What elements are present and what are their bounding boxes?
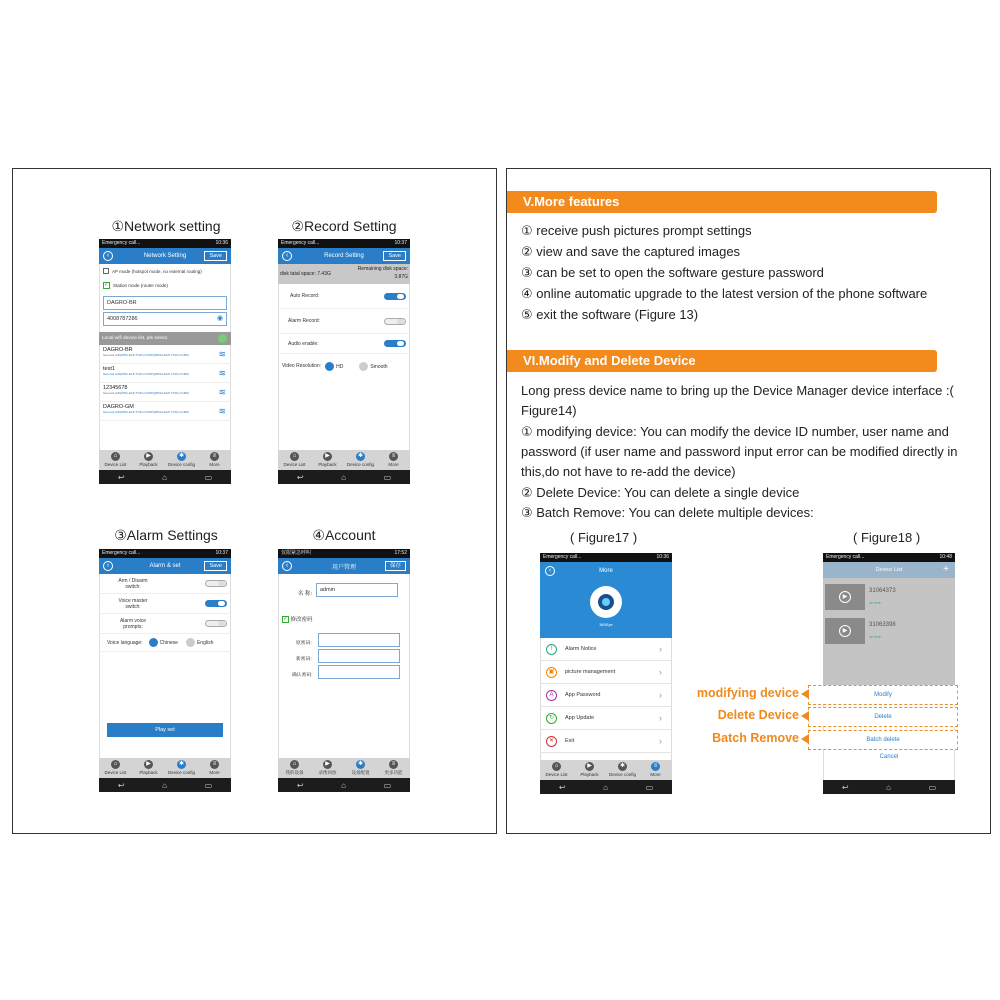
menu-item-app-update[interactable]: ↻ App Update › [540, 707, 672, 730]
wifi-item[interactable]: DAGRO-GM Secured with[WPA-EAP-TKIP+CCMP][WPA2-EAP-TKIP+CCMP] ≋ [99, 402, 231, 421]
right-panel [506, 168, 991, 834]
tab-device-config[interactable]: ✱ 设备配置 [351, 761, 370, 775]
status-bar: 仅限紧急呼叫 17:52 [278, 549, 410, 558]
figure17-phone [540, 553, 672, 794]
status-bar: Emergency call... 10:48 [823, 553, 955, 562]
feature-item: ⑤ exit the software (Figure 13) [521, 307, 699, 322]
play-icon: ▶ [839, 591, 851, 603]
android-nav-bar [99, 470, 231, 484]
video-resolution-row: Video Resolution: HD Smooth [282, 363, 388, 370]
back-nav-icon[interactable]: ↩ [558, 782, 566, 792]
tab-more[interactable]: ≡ More [388, 453, 399, 467]
wifi-icon: ≋ [218, 349, 226, 359]
wifi-item[interactable]: 12345678 Secured with[WPA-EAP-TKIP+CCMP][WPA2-EAP-TKIP+CCMP] ≋ [99, 383, 231, 402]
add-icon[interactable]: + [943, 564, 949, 575]
android-nav-bar [99, 778, 231, 792]
recents-nav-icon[interactable]: ▭ [383, 472, 392, 482]
feature-item: ① receive push pictures prompt settings [521, 223, 752, 238]
tab-device-list[interactable]: ⌂ Device List [104, 761, 127, 775]
tab-device-list[interactable]: ⌂ Device List [104, 453, 127, 467]
back-icon[interactable]: ‹ [103, 561, 113, 571]
password-input[interactable]: 4008787286 ◉ [103, 312, 227, 326]
record-setting-title: ②Record Setting [291, 218, 397, 234]
android-nav-bar [540, 780, 672, 794]
hd-radio[interactable]: HD [325, 362, 343, 371]
tab-device-config[interactable]: ✱ Device config [167, 761, 195, 775]
back-nav-icon[interactable]: ↩ [117, 780, 125, 790]
exit-icon: ✕ [546, 736, 557, 747]
menu-icon: ≡ [210, 760, 219, 769]
device-list-dimmed [823, 562, 955, 690]
app-bar: ‹ Record Setting Save [278, 248, 410, 264]
section-modify-delete-header: VI.Modify and Delete Device [507, 350, 937, 372]
gear-icon: ✱ [357, 453, 364, 459]
eye-icon[interactable]: ◉ [216, 315, 223, 322]
chevron-right-icon: › [659, 736, 662, 746]
alarm-record-toggle[interactable] [384, 318, 406, 325]
tab-playback[interactable]: ▶ 录像回放 [318, 761, 337, 775]
app-bar: ‹ 用户管理 保存 [278, 558, 410, 574]
modify-password-checkbox[interactable]: ✓ 修改密码 [283, 616, 313, 623]
tab-bar [99, 758, 231, 778]
wifi-list-header: Local wifi device list, pls select. [99, 332, 231, 345]
feature-item: ④ online automatic upgrade to the latest version of the phone software [521, 286, 928, 301]
device-id: 31064373 [869, 588, 896, 594]
network-setting-phone [99, 239, 231, 484]
voice-master-row: Voice master switch: [99, 594, 231, 614]
figure18-label: ( Figure18 ) [853, 530, 921, 545]
back-nav-icon[interactable]: ↩ [841, 782, 849, 792]
tab-device-list[interactable]: ⌂ Device List [545, 763, 568, 777]
batch-delete-button[interactable]: Batch delete [808, 730, 958, 750]
home-nav-icon[interactable]: ⌂ [162, 472, 167, 482]
station-mode-checkbox[interactable]: ✓ [104, 281, 110, 288]
figure17-label: ( Figure17 ) [570, 530, 638, 545]
menu-icon: ≡ [389, 760, 398, 769]
back-icon[interactable]: ‹ [545, 566, 555, 576]
device-status: on line [869, 600, 881, 605]
disk-space-bar: disk tatal space: 7.43G Remaining disk space: 3.87G [278, 264, 410, 284]
home-nav-icon[interactable]: ⌂ [603, 782, 608, 792]
batch-remove-callout: Batch Remove [679, 731, 809, 745]
tab-device-list[interactable]: ⌂ Device List [283, 453, 306, 467]
cancel-button[interactable]: Cancel [879, 754, 899, 760]
wifi-item[interactable]: DAGRO-BR Secured with[WPA-EAP-TKIP+CCMP][WPA2-EAP-TKIP+CCMP] ≋ [99, 345, 231, 364]
record-setting-phone [278, 239, 410, 484]
left-panel [12, 168, 497, 834]
wifi-icon: ≋ [218, 406, 226, 416]
device-thumbnail[interactable] [825, 618, 865, 644]
delete-button[interactable]: Delete [808, 707, 958, 727]
voice-language-row: Voice language: Chinese English [99, 634, 231, 652]
tab-device-config[interactable]: ✱ Device config [608, 763, 636, 777]
back-nav-icon[interactable]: ↩ [296, 780, 304, 790]
alarm-settings-title: ③Alarm Settings [114, 527, 218, 543]
tab-bar [278, 758, 410, 778]
menu-item-exit[interactable]: ✕ Exit › [540, 730, 672, 753]
delete-paragraph: ② Delete Device: You can delete a single device [521, 485, 800, 500]
delete-device-callout: Delete Device [679, 708, 809, 722]
home-icon: ⌂ [290, 452, 299, 461]
voice-master-toggle[interactable] [205, 600, 227, 607]
tab-more[interactable]: ≡ More [209, 761, 220, 775]
ap-mode-row[interactable]: AP mode (hotspot mode, no external routing) [99, 264, 231, 278]
tab-more[interactable]: ≡ 更多功能 [384, 761, 403, 775]
more-header: ‹ More 360Eye [540, 562, 672, 638]
name-label: 名 称: [298, 591, 313, 597]
audio-enable-row: Audio enable: [278, 334, 410, 354]
intro-paragraph: Long press device name to bring up the Device Manager device interface :( Figure14) [521, 383, 954, 418]
chevron-right-icon: › [659, 644, 662, 654]
app-bar [99, 248, 231, 264]
camera-logo-icon [590, 586, 622, 618]
alarm-icon: ! [546, 644, 557, 655]
refresh-icon[interactable] [218, 334, 227, 343]
figure18-phone [823, 553, 955, 794]
tab-playback[interactable]: ▶ Playback [318, 453, 337, 467]
menu-item-alarm-notice[interactable]: ! Alarm Notice › [540, 638, 672, 661]
tab-playback[interactable]: ▶ Playback [139, 453, 158, 467]
tab-device-config[interactable]: ✱ Device config [346, 453, 374, 467]
device-id: 31063398 [869, 622, 896, 628]
back-nav-icon[interactable]: ↩ [117, 472, 125, 482]
alarm-record-row: Alarm Record: [278, 309, 410, 334]
tab-device-config[interactable]: ✱ Device config [167, 453, 195, 467]
device-status: on line [869, 634, 881, 639]
home-icon: ⌂ [552, 762, 561, 771]
modify-device-callout: modifying device [679, 686, 809, 700]
gear-icon: ✱ [619, 763, 626, 769]
android-nav-bar [823, 780, 955, 794]
english-radio[interactable]: English [186, 638, 213, 647]
tab-more[interactable]: ≡ More [650, 763, 661, 777]
app-bar: Device List + [823, 562, 955, 578]
gear-icon: ✱ [178, 761, 185, 767]
home-nav-icon[interactable]: ⌂ [341, 472, 346, 482]
recents-nav-icon[interactable]: ▭ [928, 782, 937, 792]
wifi-icon: ≋ [218, 368, 226, 378]
gear-icon: ✱ [178, 453, 185, 459]
android-nav-bar [278, 778, 410, 792]
menu-item-app-password[interactable]: A App Password › [540, 684, 672, 707]
auto-record-row: Auto Record: [278, 284, 410, 309]
tab-more[interactable]: ≡ More [209, 453, 220, 467]
app-bar-title: Network Setting [143, 253, 187, 259]
ssid-input[interactable]: DAGRO-BR [103, 296, 227, 310]
check-icon: ✓ [283, 616, 289, 623]
lock-icon: A [546, 690, 557, 701]
status-bar: Emergency call... 10:36 [99, 239, 231, 248]
auto-record-toggle[interactable] [384, 293, 406, 300]
menu-icon: ≡ [651, 762, 660, 771]
arm-disarm-toggle[interactable] [205, 580, 227, 587]
confirm-password-input[interactable] [318, 665, 400, 679]
tab-bar [99, 450, 231, 470]
device-thumbnail[interactable] [825, 584, 865, 610]
recents-nav-icon[interactable]: ▭ [383, 780, 392, 790]
update-icon: ↻ [546, 713, 557, 724]
playback-icon: ▶ [144, 760, 153, 769]
home-icon: ⌂ [290, 760, 299, 769]
save-button[interactable]: Save [204, 561, 227, 571]
home-nav-icon[interactable]: ⌂ [341, 780, 346, 790]
alarm-settings-phone [99, 549, 231, 792]
gear-icon: ✱ [357, 761, 364, 767]
menu-icon: ≡ [389, 452, 398, 461]
playback-icon: ▶ [323, 760, 332, 769]
alarm-voice-row: Alarm voice prompts: [99, 614, 231, 634]
save-button[interactable]: Save [383, 251, 406, 261]
old-password-input[interactable] [318, 633, 400, 647]
arm-disarm-row: Arm / Disarm switch: [99, 574, 231, 594]
home-icon: ⌂ [111, 760, 120, 769]
chevron-right-icon: › [659, 667, 662, 677]
playback-icon: ▶ [585, 762, 594, 771]
app-bar: ‹ Alarm & set Save [99, 558, 231, 574]
status-bar: Emergency call... 10:37 [99, 549, 231, 558]
back-icon[interactable]: ‹ [282, 251, 292, 261]
playback-icon: ▶ [144, 452, 153, 461]
recents-nav-icon[interactable]: ▭ [204, 472, 213, 482]
recents-nav-icon[interactable]: ▭ [645, 782, 654, 792]
picture-icon: ▣ [546, 667, 557, 678]
section-more-features-header: V.More features [507, 191, 937, 213]
chevron-right-icon: › [659, 713, 662, 723]
home-nav-icon[interactable]: ⌂ [162, 780, 167, 790]
save-button[interactable]: 保存 [385, 561, 406, 571]
back-icon[interactable]: ‹ [282, 561, 292, 571]
batch-paragraph: ③ Batch Remove: You can delete multiple devices: [521, 505, 814, 520]
tab-playback[interactable]: ▶ Playback [580, 763, 599, 777]
playback-icon: ▶ [323, 452, 332, 461]
save-button[interactable]: Save [204, 251, 227, 261]
account-phone: 仅限紧急呼叫 17:52 ‹ 用户管理 保存 名 称: admin ✓ 修改密码 原密码: 新密码: 确认密码: ⌂ 我的设备 ▶ 录像回放 ✱ 设备配置 ≡ 更多功能 ↩ ⌂ ▭ [278, 549, 410, 792]
feature-item: ② view and save the captured images [521, 244, 741, 259]
status-bar: Emergency call... 10:36 [540, 553, 672, 562]
tab-bar [540, 760, 672, 780]
new-password-input[interactable] [318, 649, 400, 663]
menu-icon: ≡ [210, 452, 219, 461]
alarm-voice-toggle[interactable] [205, 620, 227, 627]
tab-my-devices[interactable]: ⌂ 我的设备 [285, 761, 304, 775]
tab-playback[interactable]: ▶ Playback [139, 761, 158, 775]
play-set-button[interactable]: Play set [107, 723, 223, 737]
audio-enable-toggle[interactable] [384, 340, 406, 347]
recents-nav-icon[interactable]: ▭ [204, 780, 213, 790]
chevron-right-icon: › [659, 690, 662, 700]
modify-button[interactable]: Modify [808, 685, 958, 705]
network-setting-title: ①Network setting [111, 218, 221, 234]
back-nav-icon[interactable]: ↩ [296, 472, 304, 482]
status-bar: Emergency call... 10:37 [278, 239, 410, 248]
brand-label: 360Eye [599, 622, 613, 627]
modify-paragraph: ① modifying device: You can modify the device ID number, user name and password (if user name and password input error can be modified directly in this,do not have to re-add the device) [521, 424, 958, 479]
feature-item: ③ can be set to open the software gesture password [521, 265, 824, 280]
wifi-item[interactable]: test1 Secured with[WPA-EAP-TKIP+CCMP][WPA2-EAP-TKIP+CCMP] ≋ [99, 364, 231, 383]
menu-item-picture-management[interactable]: ▣ picture management › [540, 661, 672, 684]
android-nav-bar [278, 470, 410, 484]
account-title: ④Account [312, 527, 376, 543]
home-nav-icon[interactable]: ⌂ [886, 782, 891, 792]
ap-mode-checkbox[interactable] [103, 268, 109, 274]
play-icon: ▶ [839, 625, 851, 637]
home-icon: ⌂ [111, 452, 120, 461]
wifi-icon: ≋ [218, 387, 226, 397]
back-icon[interactable]: ‹ [103, 251, 113, 261]
name-input[interactable]: admin [316, 583, 398, 597]
smooth-radio[interactable]: Smooth [359, 362, 387, 371]
station-mode-row[interactable]: ✓ Station mode (router mode) [104, 281, 169, 288]
tab-bar [278, 450, 410, 470]
chinese-radio[interactable]: Chinese [149, 638, 178, 647]
